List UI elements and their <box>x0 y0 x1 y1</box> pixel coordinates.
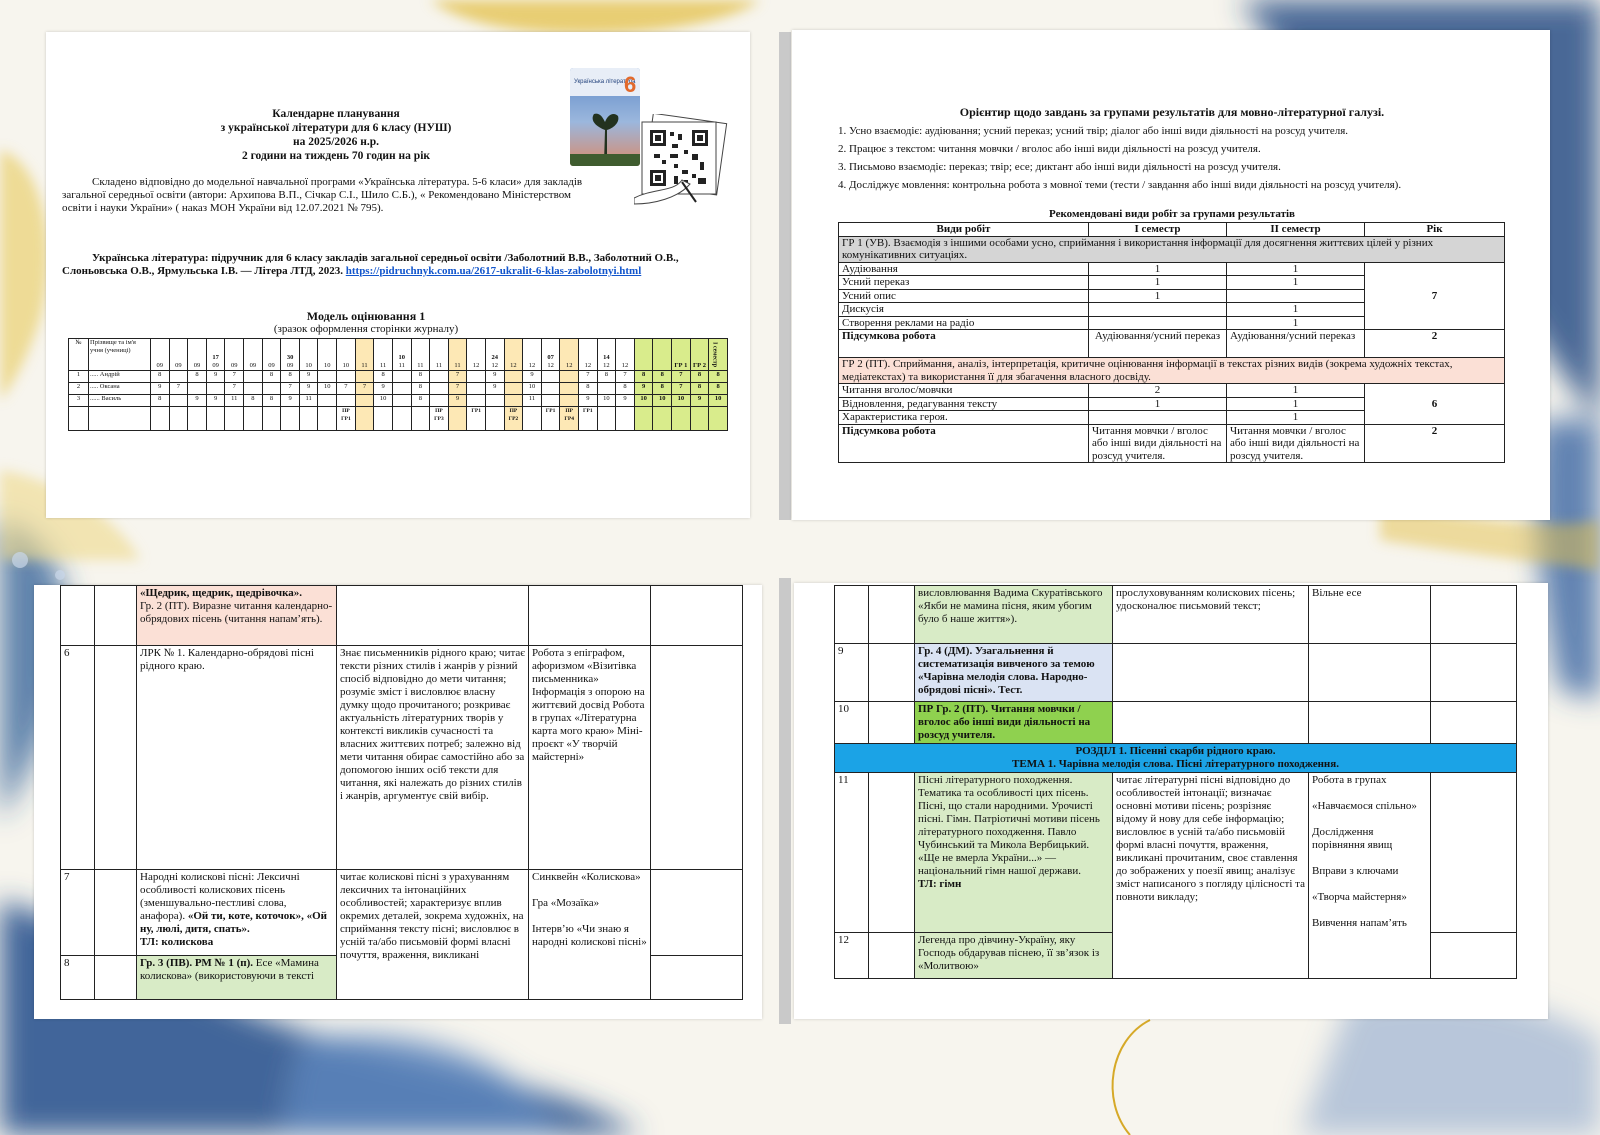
date-cell: 07 12 <box>541 339 560 371</box>
grade-cell: 8 <box>262 395 281 407</box>
grade-cell <box>318 371 337 383</box>
grade-cell <box>337 371 356 383</box>
work-type-cell <box>318 407 337 431</box>
date-cell: 12 <box>616 339 635 371</box>
grade-cell <box>262 383 281 395</box>
grade-cell <box>504 383 523 395</box>
table-header: Види робіт І семестр ІІ семестр Рік <box>839 223 1505 237</box>
date-cell: 09 <box>225 339 244 371</box>
grade-cell: 7 <box>579 371 598 383</box>
grade-cell <box>485 395 504 407</box>
group-row: ГР 1 (УВ). Взаємодія з іншими особами усно, сприймання і використання інформації для досягнення життєвих цілей у різних комунікативних ситуаціях. <box>839 236 1505 262</box>
date-cell: І семестр <box>709 339 728 371</box>
grade-cell: 10 <box>634 395 653 407</box>
svg-text:6: 6 <box>624 72 637 97</box>
work-type-cell <box>634 407 653 431</box>
document-page-1 <box>46 32 750 518</box>
grade-cell: 7 <box>169 383 188 395</box>
date-cell: 12 <box>579 339 598 371</box>
program-paragraph: Складено відповідно до модельної навчальної програми «Українська література. 5-6 класи» для закладів загальної середньої освіти (автори: Архипова В.П., Січкар С.І., Шило С.Б.), « Рекомендовано Міністерством освіти і науки України» ( наказ МОН України від 12.07.2021 № 795). <box>62 176 583 214</box>
name-header: Прізвище та ім'я учня (учениці) <box>89 339 151 371</box>
work-type-cell: ПР ГР4 <box>560 407 579 431</box>
grade-cell: 11 <box>299 395 318 407</box>
grade-cell: 8 <box>709 371 728 383</box>
group-row: ГР 2 (ПТ). Сприймання, аналіз, інтерпретація, критичне оцінювання інформації в текстах різних видів (зокрема художніх текстах, медіатекстах) та використання її для збагачення власного досвіду. <box>839 358 1505 384</box>
grade-cell <box>188 383 207 395</box>
work-type-cell <box>690 407 709 431</box>
work-type-cell <box>188 407 207 431</box>
table-row: висловлювання Вадима Скуратівського «Якби не мамина пісня, яким убогим було б наше життя»). прослуховуванням колискових пісень; удосконалює письмовий текст; Вільне есе <box>835 586 1517 644</box>
section-header-row: РОЗДІЛ 1. Пісенні скарби рідного краю. ТЕМА 1. Чарівна мелодія слова. Пісні літературного походження. <box>835 744 1517 773</box>
date-cell: 11 <box>448 339 467 371</box>
document-page-2 <box>792 30 1550 520</box>
date-cell: 12 <box>523 339 542 371</box>
list-item: 4. Досліджує мовлення: контрольна робота з мовної теми (тести / завдання або інші види діяльності на розсуд учителя). <box>838 179 1402 191</box>
grade-cell: 8 <box>262 371 281 383</box>
date-cell: 11 <box>355 339 374 371</box>
work-type-cell <box>672 407 691 431</box>
grade-cell: 7 <box>672 383 691 395</box>
grade-cell <box>206 383 225 395</box>
date-cell: 12 <box>504 339 523 371</box>
grade-cell <box>504 395 523 407</box>
date-cell <box>653 339 672 371</box>
work-type-cell <box>244 407 263 431</box>
grade-cell: 8 <box>244 395 263 407</box>
grade-cell: 11 <box>523 395 542 407</box>
table-row: 2 ..... Оксана 9 7 7 7 9 10 7 7 9 8 7 9 10 8 8 9 8 7 8 8 <box>69 383 728 395</box>
grade-cell: 9 <box>374 383 393 395</box>
grade-cell: 7 <box>337 383 356 395</box>
document-page-3 <box>34 585 762 1019</box>
work-type-cell <box>206 407 225 431</box>
grade-cell: 8 <box>411 395 430 407</box>
table-row: 7 Народні колискові пісні: Лексичні особливості колискових пісень (зменшувально-пестливі слова, анафора). «Ой ти, коте, коточок», «Ой ну, люлі, дитя, спать». ТЛ: колискова читає колискові пісні з урахуванням лексичних та інтонаційних особливостей; характеризує вплив окремих деталей, зокрема художніх, на сприймання тексту пісні; висловлює в усній та/або письмовій формі власні почуття, враження, викликані Синквейн «Колискова» Гра «Мозаїка» Інтерв’ю «Чи знаю я народні колискові пісні» <box>61 870 743 956</box>
work-type-cell: ГР1 <box>467 407 486 431</box>
grade-cell <box>169 395 188 407</box>
date-cell: 14 12 <box>597 339 616 371</box>
date-cell: 10 <box>337 339 356 371</box>
grade-cell: 9 <box>151 383 170 395</box>
grade-cell: 7 <box>225 383 244 395</box>
table-row: Усний опис 1 <box>839 289 1505 303</box>
grade-cell: 8 <box>281 371 300 383</box>
table-row: «Щедрик, щедрик, щедрівочка». Гр. 2 (ПТ). Виразне читання календарно-обрядових пісень (читання напам’ять). <box>61 586 743 646</box>
grade-cell: 10 <box>374 395 393 407</box>
grade-cell: 9 <box>281 395 300 407</box>
grade-cell <box>467 395 486 407</box>
grade-cell: 9 <box>206 371 225 383</box>
grade-cell: 9 <box>206 395 225 407</box>
grade-cell: 8 <box>411 383 430 395</box>
work-type-cell <box>709 407 728 431</box>
grade-cell <box>355 371 374 383</box>
table-row: 9 Гр. 4 (ДМ). Узагальнення й систематизація вивченого за темою «Чарівна мелодія слова. Народно-обрядові пісні». Тест. <box>835 644 1517 702</box>
work-type-cell <box>653 407 672 431</box>
date-cell: 10 <box>299 339 318 371</box>
date-cell: 30 09 <box>281 339 300 371</box>
grade-cell: 9 <box>299 371 318 383</box>
work-type-cell <box>169 407 188 431</box>
work-type-cell <box>448 407 467 431</box>
grade-cell: 10 <box>597 395 616 407</box>
svg-text:Українська література: Українська література <box>574 79 636 85</box>
grade-cell: 7 <box>281 383 300 395</box>
work-type-cell: ПР ГР1 <box>337 407 356 431</box>
grade-cell <box>541 383 560 395</box>
document-title: Календарне планування з української літератури для 6 класу (НУШ) на 2025/2026 н.р. 2 години на тиждень 70 годин на рік <box>220 108 452 162</box>
grade-cell <box>504 371 523 383</box>
table-row: Підсумкова робота Читання мовчки / вголос або інші види діяльності на розсуд учителя. Читання мовчки / вголос або інші види діяльності на розсуд учителя. 2 <box>839 424 1505 463</box>
grade-cell: 7 <box>448 383 467 395</box>
work-type-cell: ПР ГР3 <box>430 407 449 431</box>
date-cell: 09 <box>151 339 170 371</box>
grade-cell: 9 <box>485 371 504 383</box>
grade-cell: 8 <box>616 383 635 395</box>
grade-cell: 8 <box>690 371 709 383</box>
list-item: 2. Працює з текстом: читання мовчки / вголос або інші види діяльності на розсуд учителя. <box>838 143 1261 155</box>
grade-cell: 9 <box>690 395 709 407</box>
table-row: Усний переказ 1 1 <box>839 276 1505 290</box>
date-cell: 12 <box>467 339 486 371</box>
no-header: № <box>69 339 89 371</box>
date-cell <box>634 339 653 371</box>
textbook-cover-icon <box>570 68 640 166</box>
work-type-cell <box>225 407 244 431</box>
work-type-cell <box>523 407 542 431</box>
textbook-paragraph: Українська література: підручник для 6 класу закладів загальної середньої освіти /Заболотний В.В., Заболотний О.В., Слоньовська О.В., Ярмульська І.В. — Літера ЛТД, 2023. https://pidruchnyk.com.ua/2617-ukralit-6-klas-zabolotnyi.html <box>62 252 679 277</box>
grade-cell <box>392 383 411 395</box>
lesson-plan-table <box>60 585 743 1000</box>
table-row: 11 Пісні літературного походження. Тематика та особливості цих пісень. Пісні, що стали народними. Урочисті пісні. Гімн. Патріотичні мотиви пісень літературного походження. Павло Чубинський та Микола Вербицький. «Ще не вмерла України...» — національний гімн нашої держави. ТЛ: гімн читає літературні пісні відповідно до особливостей інтонації; визначає основні мотиви пісень; розрізняє відому й нову для себе інформацію; висловлює в усній та/або письмовій формі власні почуття, враження, викликані прочитаним, своє ставлення до зображених у поезії явищ; аналізує зміст написаного з погляду цілісності та повноти викладу; Робота в групах «Навчаємося спільно» Дослідження порівняння явищ Вправи з ключами «Творча майстерня» Вивчення напам’ять <box>835 773 1517 933</box>
grade-cell: 9 <box>188 395 207 407</box>
works-table <box>838 222 1505 463</box>
grade-cell: 10 <box>709 395 728 407</box>
grade-cell <box>337 395 356 407</box>
table-row: Характеристика героя. 1 <box>839 411 1505 425</box>
grade-cell <box>392 371 411 383</box>
grade-cell: 9 <box>579 395 598 407</box>
grade-cell <box>355 395 374 407</box>
grade-cell <box>541 371 560 383</box>
date-cell: 11 <box>411 339 430 371</box>
grade-cell: 11 <box>225 395 244 407</box>
table-row: 6 ЛРК № 1. Календарно-обрядові пісні рідного краю. Знає письменників рідного краю; читає тексти різних стилів і жанрів у різний спосіб відповідно до мети читання; розуміє зміст і висловлює власну думку щодо прочитаного; розкриває актуальність літературних творів у контексті викликів сучасності та власних життєвих потреб; залежно від мети читання обирає самостійно або за допомогою інших осіб тексти для читання, які належать до різних стилів і жанрів, аргументує свій вибір. Робота з епіграфом, афоризмом «Візитівка письменника» Інформація з опорою на життєвий досвід Робота в групах «Літературна карта мого краю» Міні-проєкт «У творчій майстерні» <box>61 646 743 870</box>
grade-cell: 10 <box>672 395 691 407</box>
date-cell: 12 <box>560 339 579 371</box>
grade-cell: 8 <box>374 371 393 383</box>
table-row: 8 Гр. 3 (ПВ). РМ № 1 (п). Есе «Мамина колискова» (використовуючи в тексті <box>61 956 743 1000</box>
work-type-cell <box>151 407 170 431</box>
journal-footer-row <box>69 407 728 431</box>
grade-cell: 7 <box>616 371 635 383</box>
grade-cell <box>597 383 616 395</box>
work-type-cell <box>616 407 635 431</box>
table-row: 12 Легенда про дівчину-Україну, яку Господь обдарував піснею, її зв’язок із «Молитвою» <box>835 933 1517 979</box>
grade-cell <box>430 371 449 383</box>
document-page-4 <box>794 583 1548 1019</box>
grade-cell <box>318 395 337 407</box>
grade-cell: 9 <box>616 395 635 407</box>
work-type-cell <box>485 407 504 431</box>
grade-cell: 9 <box>448 395 467 407</box>
table-row: 1 ..... Андрій 8 8 9 7 8 8 9 8 8 7 9 9 7 8 7 8 8 7 8 8 <box>69 371 728 383</box>
grade-cell <box>392 395 411 407</box>
date-cell: ГР 1 <box>672 339 691 371</box>
textbook-link[interactable]: https://pidruchnyk.com.ua/2617-ukralit-6-klas-zabolotnyi.html <box>345 265 642 277</box>
grade-cell: 9 <box>634 383 653 395</box>
results-list <box>838 122 1538 194</box>
table-row: Читання вголос/мовчки 2 1 6 <box>839 384 1505 398</box>
qr-code-icon <box>634 114 730 206</box>
list-item: 3. Письмово взаємодіє: переказ; твір; есе; диктант або інші види діяльності на розсуд учителя. <box>838 161 1281 173</box>
work-type-cell <box>355 407 374 431</box>
work-type-cell <box>281 407 300 431</box>
grade-cell <box>244 383 263 395</box>
table-row: Аудіювання 1 1 7 <box>839 262 1505 276</box>
lesson-plan-table <box>834 585 1517 979</box>
grade-cell: 10 <box>523 383 542 395</box>
results-heading: Орієнтир щодо завдань за групами результатів для мовно-літературної галузі. <box>959 105 1385 119</box>
date-cell: 10 <box>318 339 337 371</box>
table-row: Відновлення, редагування тексту 1 1 <box>839 397 1505 411</box>
grade-cell <box>430 383 449 395</box>
table-row: Дискусія 1 <box>839 303 1505 317</box>
grade-cell <box>430 395 449 407</box>
date-cell: 11 <box>374 339 393 371</box>
work-type-cell <box>299 407 318 431</box>
grade-cell: 8 <box>690 383 709 395</box>
date-cell: 09 <box>188 339 207 371</box>
grade-cell: 9 <box>485 383 504 395</box>
grade-journal-table <box>68 338 728 431</box>
grade-cell: 8 <box>579 383 598 395</box>
grade-cell: 9 <box>523 371 542 383</box>
model-title: Модель оцінювання 1 <box>306 309 426 323</box>
grade-cell: 7 <box>448 371 467 383</box>
date-cell: 10 11 <box>392 339 411 371</box>
grade-cell <box>467 371 486 383</box>
grade-cell: 8 <box>709 383 728 395</box>
grade-cell: 8 <box>653 383 672 395</box>
page-divider <box>779 578 791 1024</box>
date-cell: 17 09 <box>206 339 225 371</box>
works-table-title: Рекомендовані види робіт за групами результатів <box>1049 208 1295 220</box>
work-type-cell <box>597 407 616 431</box>
table-row: 10 ПР Гр. 2 (ПТ). Читання мовчки / вголос або інші види діяльності на розсуд учителя. <box>835 702 1517 744</box>
grade-cell <box>169 371 188 383</box>
grade-cell <box>560 383 579 395</box>
date-cell: 09 <box>244 339 263 371</box>
grade-cell: 8 <box>597 371 616 383</box>
grade-cell <box>560 395 579 407</box>
table-row: Створення реклами на радіо 1 <box>839 316 1505 330</box>
grade-cell <box>244 371 263 383</box>
model-subtitle: (зразок оформлення сторінки журналу) <box>273 323 459 335</box>
grade-cell: 8 <box>188 371 207 383</box>
grade-cell: 8 <box>634 371 653 383</box>
work-type-cell: ГР1 <box>541 407 560 431</box>
grade-cell: 8 <box>653 371 672 383</box>
work-type-cell: ГР1 <box>579 407 598 431</box>
date-cell: 24 12 <box>485 339 504 371</box>
table-row: Підсумкова робота Аудіювання/усний переказ Аудіювання/усний переказ 2 <box>839 330 1505 358</box>
work-type-cell <box>392 407 411 431</box>
grade-cell: 7 <box>672 371 691 383</box>
grade-cell: 10 <box>318 383 337 395</box>
grade-cell: 7 <box>355 383 374 395</box>
date-cell: ГР 2 <box>690 339 709 371</box>
page-divider <box>779 32 791 520</box>
date-cell: 09 <box>262 339 281 371</box>
table-row: 3 ...... Василь 8 9 9 11 8 8 9 11 10 8 9 11 9 10 9 10 10 10 9 10 <box>69 395 728 407</box>
grade-cell: 8 <box>411 371 430 383</box>
work-type-cell <box>374 407 393 431</box>
grade-cell: 10 <box>653 395 672 407</box>
work-type-cell <box>411 407 430 431</box>
grade-cell <box>541 395 560 407</box>
journal-header-row <box>69 339 728 371</box>
list-item: 1. Усно взаємодіє: аудіювання; усний переказ; усний твір; діалог або інші види діяльності на розсуд учителя. <box>838 125 1349 137</box>
grade-cell: 8 <box>151 371 170 383</box>
date-cell: 09 <box>169 339 188 371</box>
grade-cell <box>560 371 579 383</box>
work-type-cell: ПР ГР2 <box>504 407 523 431</box>
grade-cell <box>467 383 486 395</box>
grade-cell: 7 <box>225 371 244 383</box>
grade-cell: 8 <box>151 395 170 407</box>
grade-cell: 9 <box>299 383 318 395</box>
date-cell: 11 <box>430 339 449 371</box>
work-type-cell <box>262 407 281 431</box>
